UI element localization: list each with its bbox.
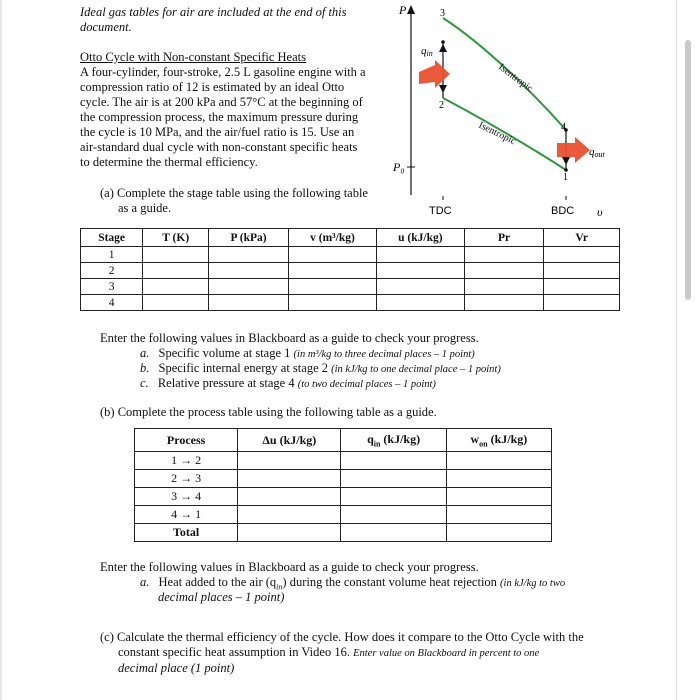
qin-header: $q_{in}$ (kJ/kg) xyxy=(341,429,446,452)
v-header: v (m³/kg) xyxy=(289,229,377,247)
svg-text:qin xyxy=(421,45,433,58)
svg-text:qout xyxy=(589,146,606,159)
problem-line: to determine the thermal efficiency. xyxy=(80,155,258,169)
problem-line: the cycle is 10 MPa, and the air/fuel ratio is 15. Use an xyxy=(80,125,355,139)
du-header: Δu (kJ/kg) xyxy=(238,429,341,452)
isentropic-upper-label: Isentropic xyxy=(496,61,535,95)
item-note: (to two decimal places – 1 point) xyxy=(297,379,436,390)
p-header: P (kPa) xyxy=(209,229,289,247)
process-table xyxy=(134,428,552,542)
scrollbar-thumb[interactable] xyxy=(685,40,691,300)
t-header: T (K) xyxy=(143,229,209,247)
blackboard-a-intro: Enter the following values in Blackboard as a guide to check your progress. xyxy=(100,331,479,345)
won-header: $w_{on}$ (kJ/kg) xyxy=(446,429,551,452)
problem-line: air-standard dual cycle with non-constant specific heats xyxy=(80,140,358,154)
item-note: (in kJ/kg to two xyxy=(500,578,566,589)
point-4-label: 4 xyxy=(561,122,566,133)
intro-line-1: Ideal gas tables for air are included at the end of this xyxy=(80,5,347,19)
part-c-line-3: decimal place (1 point) xyxy=(118,661,235,675)
p-axis-arrow xyxy=(407,5,415,14)
part-a-line-1: (a) Complete the stage table using the following table xyxy=(100,186,368,200)
problem-line: the compression process, the maximum pressure during xyxy=(80,110,359,124)
problem-line: A four-cylinder, four-stroke, 2.5 L gasoline engine with a xyxy=(80,65,366,79)
process-header: Process xyxy=(135,429,238,452)
heat-out-arrow-icon xyxy=(557,137,590,163)
q-out-label: q xyxy=(589,146,595,158)
item-marker: c. xyxy=(140,376,149,390)
table-row: 1 xyxy=(81,247,620,263)
isentropic-lower-label: Isentropic xyxy=(476,119,518,148)
table-row: 1 → 2 xyxy=(135,452,552,470)
p0-label: P₀ xyxy=(393,160,405,174)
item-text: Relative pressure at stage 4 xyxy=(157,376,295,390)
bdc-label: BDC xyxy=(551,205,575,217)
q-in-sub: in xyxy=(426,49,433,58)
heat-in-arrow-icon xyxy=(419,60,450,88)
item-marker: b. xyxy=(140,361,150,375)
point-3-label: 3 xyxy=(440,8,445,19)
part-b-text: (b) Complete the process table using the following table as a guide. xyxy=(100,405,437,419)
point-1-label: 1 xyxy=(563,172,568,183)
p-axis-label: P xyxy=(399,3,407,17)
item-marker: a. xyxy=(140,575,150,589)
item-text: Specific internal energy at stage 2 xyxy=(158,361,328,375)
pv-diagram xyxy=(385,0,625,220)
part-c-line-1: (c) Calculate the thermal efficiency of the cycle. How does it compare to the Otto Cycle with the xyxy=(100,630,584,644)
q-out-sub: out xyxy=(594,150,605,159)
part-a-line-2: as a guide. xyxy=(118,201,172,215)
table-row: 4 xyxy=(81,295,620,311)
blackboard-b-intro: Enter the following values in Blackboard as a guide to check your progress. xyxy=(100,560,479,574)
item-note: (in kJ/kg to one decimal place – 1 point) xyxy=(331,364,501,375)
stage-table xyxy=(80,228,620,311)
page-right-edge xyxy=(676,0,677,700)
table-row: 4 → 1 xyxy=(135,506,552,524)
pr-header: Pr xyxy=(464,229,544,247)
point-2-label: 2 xyxy=(439,100,444,111)
problem-line: cycle. The air is at 200 kPa and 57°C at the beginning of xyxy=(80,95,363,109)
problem-title: Otto Cycle with Non-constant Specific Heats xyxy=(80,50,306,64)
item-marker: a. xyxy=(140,346,150,360)
item-note: (in m³/kg to three decimal places – 1 point) xyxy=(293,349,475,360)
table-row: 3 → 4 xyxy=(135,488,552,506)
table-row: 2 xyxy=(81,263,620,279)
table-row: 3 xyxy=(81,279,620,295)
item-text: Specific volume at stage 1 xyxy=(158,346,291,360)
stage-header: Stage xyxy=(81,229,143,247)
table-row: 2 → 3 xyxy=(135,470,552,488)
table-row: Total xyxy=(135,524,552,542)
problem-line: compression ratio of 12 is estimated by an ideal Otto xyxy=(80,80,345,94)
intro-line-2: document. xyxy=(80,20,132,34)
u-header: u (kJ/kg) xyxy=(376,229,464,247)
tdc-label: TDC xyxy=(429,205,452,217)
vr-header: Vr xyxy=(544,229,620,247)
page-left-edge xyxy=(0,0,2,700)
q-in-label: q xyxy=(421,45,427,57)
item-note-cont: decimal places – 1 point) xyxy=(158,590,285,604)
v-axis-label: υ xyxy=(597,205,603,219)
